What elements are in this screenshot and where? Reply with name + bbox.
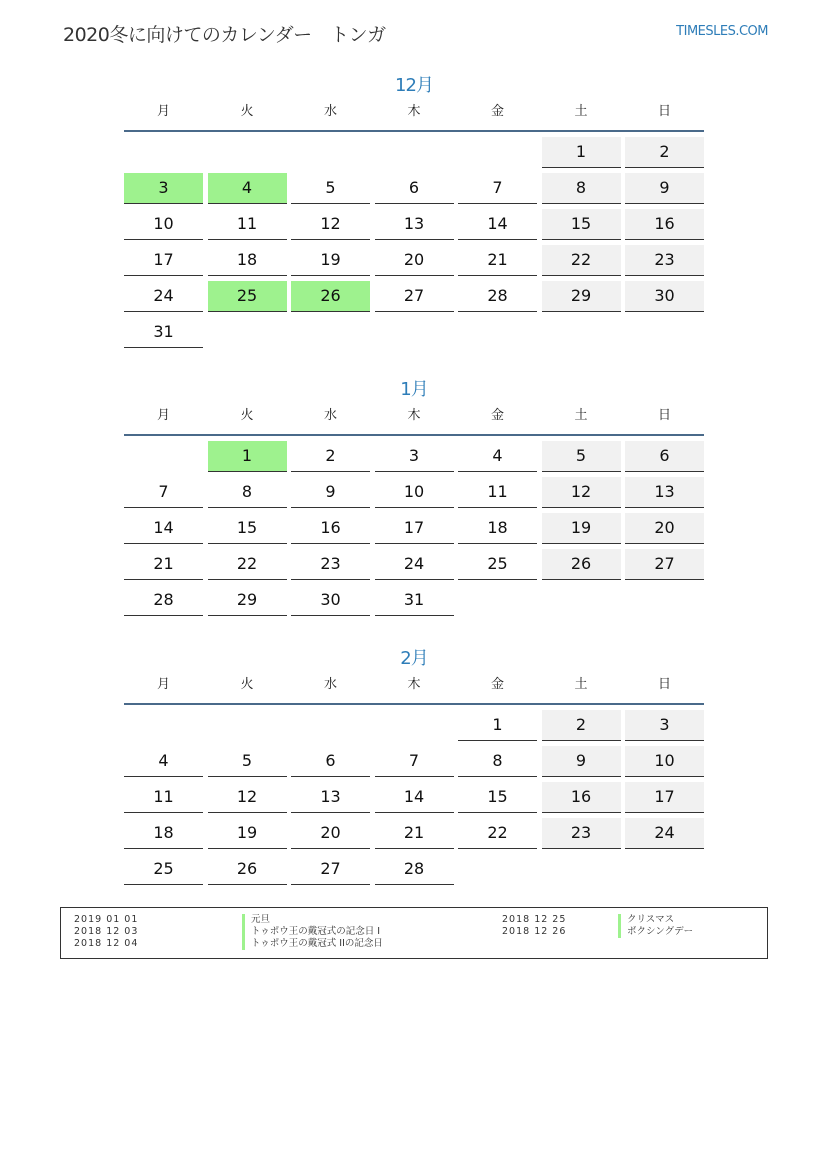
holiday-name: 元旦 <box>242 914 270 926</box>
weekday-label: 月 <box>156 408 170 423</box>
day-cell[interactable]: 2 <box>291 441 370 472</box>
day-cell[interactable]: 7 <box>375 746 454 777</box>
day-cell[interactable]: 22 <box>208 549 287 580</box>
weekday-header <box>124 409 704 436</box>
day-cell[interactable]: 25 <box>124 854 203 885</box>
day-cell[interactable]: 19 <box>208 818 287 849</box>
day-cell[interactable]: 29 <box>542 281 621 312</box>
day-cell[interactable]: 21 <box>124 549 203 580</box>
day-cell[interactable]: 20 <box>291 818 370 849</box>
weekday-label: 金 <box>490 408 504 423</box>
weekday-label: 木 <box>407 104 421 119</box>
weekday-label: 月 <box>156 104 170 119</box>
weekday-label: 火 <box>240 677 254 692</box>
day-cell[interactable]: 3 <box>375 441 454 472</box>
day-cell[interactable]: 22 <box>458 818 537 849</box>
day-cell[interactable]: 25 <box>458 549 537 580</box>
day-cell[interactable]: 12 <box>208 782 287 813</box>
weekday-label: 水 <box>323 677 337 692</box>
day-cell[interactable]: 28 <box>458 281 537 312</box>
day-cell[interactable]: 2 <box>625 137 704 168</box>
holiday-name: クリスマス <box>618 914 674 926</box>
weekday-header <box>124 678 704 705</box>
day-cell[interactable]: 12 <box>542 477 621 508</box>
days-grid <box>124 137 704 348</box>
day-cell[interactable]: 6 <box>625 441 704 472</box>
day-cell[interactable]: 3 <box>625 710 704 741</box>
day-cell[interactable]: 6 <box>375 173 454 204</box>
day-cell[interactable]: 16 <box>542 782 621 813</box>
day-cell[interactable]: 9 <box>625 173 704 204</box>
day-cell[interactable]: 15 <box>458 782 537 813</box>
day-cell[interactable]: 31 <box>124 317 203 348</box>
day-cell[interactable]: 4 <box>208 173 287 204</box>
day-cell[interactable]: 17 <box>124 245 203 276</box>
day-cell[interactable]: 6 <box>291 746 370 777</box>
day-cell[interactable]: 13 <box>291 782 370 813</box>
blank-cell <box>208 710 287 741</box>
day-cell[interactable]: 19 <box>542 513 621 544</box>
month-title: 12月 <box>395 75 433 96</box>
day-cell[interactable]: 2 <box>542 710 621 741</box>
blank-cell <box>375 137 454 168</box>
day-cell[interactable]: 1 <box>542 137 621 168</box>
day-cell[interactable]: 23 <box>625 245 704 276</box>
weekday-label: 日 <box>657 677 671 692</box>
day-cell[interactable]: 3 <box>124 173 203 204</box>
day-cell[interactable]: 27 <box>625 549 704 580</box>
weekday-label: 月 <box>156 677 170 692</box>
day-cell[interactable]: 8 <box>458 746 537 777</box>
day-cell[interactable]: 5 <box>542 441 621 472</box>
day-cell[interactable]: 23 <box>542 818 621 849</box>
holiday-name: トゥポウ王の戴冠式の記念日 I <box>242 926 380 938</box>
day-cell[interactable]: 30 <box>625 281 704 312</box>
day-cell[interactable]: 24 <box>625 818 704 849</box>
holiday-date: 2019 01 01 <box>74 914 139 925</box>
day-cell[interactable]: 13 <box>625 477 704 508</box>
weekday-label: 金 <box>490 104 504 119</box>
day-cell[interactable]: 31 <box>375 585 454 616</box>
day-cell[interactable]: 17 <box>375 513 454 544</box>
day-cell[interactable]: 10 <box>625 746 704 777</box>
day-cell[interactable]: 11 <box>124 782 203 813</box>
day-cell[interactable]: 11 <box>208 209 287 240</box>
weekday-label: 火 <box>240 408 254 423</box>
day-cell[interactable]: 10 <box>375 477 454 508</box>
day-cell[interactable]: 30 <box>291 585 370 616</box>
day-cell[interactable]: 18 <box>124 818 203 849</box>
day-cell[interactable]: 15 <box>208 513 287 544</box>
day-cell[interactable]: 24 <box>124 281 203 312</box>
day-cell[interactable]: 22 <box>542 245 621 276</box>
day-cell[interactable]: 23 <box>291 549 370 580</box>
day-cell[interactable]: 9 <box>291 477 370 508</box>
weekday-label: 土 <box>574 677 588 692</box>
day-cell[interactable]: 11 <box>458 477 537 508</box>
day-cell[interactable]: 26 <box>208 854 287 885</box>
day-cell[interactable]: 26 <box>291 281 370 312</box>
day-cell[interactable]: 20 <box>625 513 704 544</box>
month-title: 1月 <box>400 379 428 400</box>
weekday-label: 木 <box>407 677 421 692</box>
blank-cell <box>375 710 454 741</box>
blank-cell <box>458 137 537 168</box>
blank-cell <box>208 137 287 168</box>
month-february <box>124 644 704 885</box>
day-cell[interactable]: 15 <box>542 209 621 240</box>
holiday-name: トゥポウ王の戴冠式 IIの記念日 <box>242 938 383 950</box>
holiday-date: 2018 12 03 <box>74 926 139 937</box>
blank-cell <box>124 441 203 472</box>
day-cell[interactable]: 5 <box>208 746 287 777</box>
page-title: 2020冬に向けてのカレンダー トンガ <box>63 24 386 46</box>
days-grid <box>124 710 704 885</box>
day-cell[interactable]: 14 <box>458 209 537 240</box>
holiday-list <box>60 907 768 959</box>
day-cell[interactable]: 24 <box>375 549 454 580</box>
holiday-name: ボクシングデー <box>618 926 693 938</box>
day-cell[interactable]: 17 <box>625 782 704 813</box>
day-cell[interactable]: 4 <box>458 441 537 472</box>
day-cell[interactable]: 18 <box>208 245 287 276</box>
day-cell[interactable]: 1 <box>458 710 537 741</box>
day-cell[interactable]: 8 <box>542 173 621 204</box>
day-cell[interactable]: 9 <box>542 746 621 777</box>
day-cell[interactable]: 28 <box>375 854 454 885</box>
day-cell[interactable]: 16 <box>625 209 704 240</box>
day-cell[interactable]: 8 <box>208 477 287 508</box>
day-cell[interactable]: 16 <box>291 513 370 544</box>
day-cell[interactable]: 21 <box>375 818 454 849</box>
weekday-label: 水 <box>323 104 337 119</box>
weekday-label: 日 <box>657 408 671 423</box>
weekday-label: 金 <box>490 677 504 692</box>
day-cell[interactable]: 7 <box>124 477 203 508</box>
day-cell[interactable]: 21 <box>458 245 537 276</box>
weekday-label: 土 <box>574 104 588 119</box>
month-january <box>124 375 704 616</box>
day-cell[interactable]: 13 <box>375 209 454 240</box>
day-cell[interactable]: 7 <box>458 173 537 204</box>
day-cell[interactable]: 14 <box>375 782 454 813</box>
day-cell[interactable]: 12 <box>291 209 370 240</box>
weekday-label: 日 <box>657 104 671 119</box>
blank-cell <box>124 710 203 741</box>
day-cell[interactable]: 5 <box>291 173 370 204</box>
day-cell[interactable]: 20 <box>375 245 454 276</box>
month-title: 2月 <box>400 648 428 669</box>
weekday-label: 土 <box>574 408 588 423</box>
days-grid <box>124 441 704 616</box>
blank-cell <box>291 710 370 741</box>
day-cell[interactable]: 29 <box>208 585 287 616</box>
holiday-date: 2018 12 04 <box>74 938 139 949</box>
day-cell[interactable]: 1 <box>208 441 287 472</box>
day-cell[interactable]: 25 <box>208 281 287 312</box>
day-cell[interactable]: 4 <box>124 746 203 777</box>
blank-cell <box>124 137 203 168</box>
holiday-date: 2018 12 25 <box>502 914 567 925</box>
weekday-label: 火 <box>240 104 254 119</box>
weekday-header <box>124 105 704 132</box>
weekday-label: 水 <box>323 408 337 423</box>
day-cell[interactable]: 28 <box>124 585 203 616</box>
site-link[interactable]: TIMESLES.COM <box>676 24 768 39</box>
day-cell[interactable]: 18 <box>458 513 537 544</box>
weekday-label: 木 <box>407 408 421 423</box>
day-cell[interactable]: 27 <box>291 854 370 885</box>
day-cell[interactable]: 14 <box>124 513 203 544</box>
day-cell[interactable]: 19 <box>291 245 370 276</box>
day-cell[interactable]: 27 <box>375 281 454 312</box>
day-cell[interactable]: 10 <box>124 209 203 240</box>
blank-cell <box>291 137 370 168</box>
holiday-date: 2018 12 26 <box>502 926 567 937</box>
day-cell[interactable]: 26 <box>542 549 621 580</box>
month-december <box>124 71 704 348</box>
